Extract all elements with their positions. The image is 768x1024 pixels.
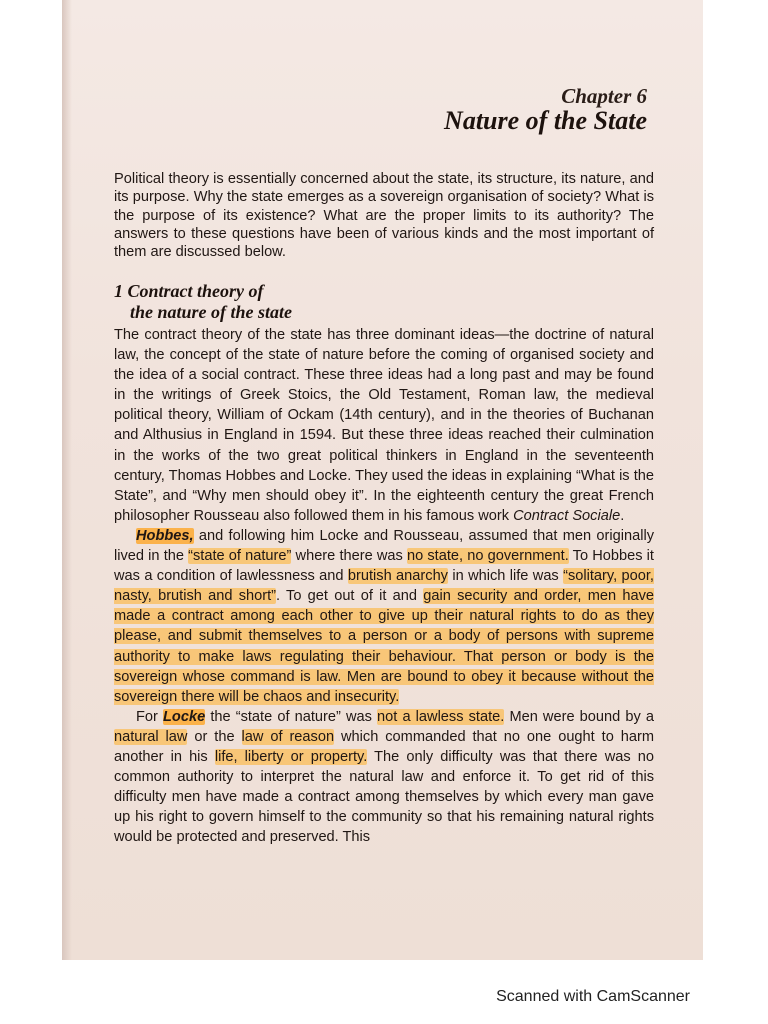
locke-name: Locke	[163, 708, 206, 725]
paragraph-hobbes	[114, 526, 654, 707]
highlight-life-liberty-property: life, liberty or property.	[214, 748, 368, 765]
para3-seg3: the	[205, 708, 236, 725]
para2-seg4: where there was	[291, 548, 407, 565]
section-heading	[114, 281, 514, 323]
para3-seg13: The only difficulty was that there was no common authority to interpret the natural law and enforce it. To get rid of this difficulty men have made a contract among themselves by which every man gave up his right to govern himself to the community so that his remaining natural rights would be protected and preserved. This	[114, 748, 654, 846]
main-body	[114, 325, 654, 847]
scanner-watermark: Scanned with CamScanner	[496, 988, 690, 1005]
para3-seg11: which commanded that no one ought to harm another in his	[114, 728, 654, 765]
para3-seg7: Men were bound by a	[504, 708, 655, 725]
para3-state-of-nature: “state of nature”	[235, 708, 341, 725]
hobbes-name: Hobbes,	[136, 527, 194, 544]
section-heading-line1: 1 Contract theory of	[114, 281, 264, 301]
intro-text: Political theory is essentially concerned about the state, its structure, its nature, and its purpose. Why the state emerges as a sovereign organisation of society? What is the purpose of its existence? What are the proper limits to its authority? The answers to these questions have been of various kinds and the most important of them are discussed below.	[114, 171, 654, 261]
intro-paragraph	[114, 170, 654, 261]
highlight-brutish-anarchy: brutish anarchy	[347, 568, 448, 585]
chapter-title: Nature of the State	[444, 106, 647, 135]
highlight-state-of-nature: “state of nature”	[188, 548, 292, 565]
chapter-label: Chapter 6	[561, 84, 647, 108]
para2-seg10: . To get out of it and	[276, 588, 424, 605]
highlight-no-state: no state, no government.	[406, 548, 569, 565]
para3-seg9: or the	[187, 728, 242, 745]
scanned-page	[62, 0, 703, 960]
para2-seg6: To Hobbes it was a condition of lawlessness and	[114, 548, 654, 585]
highlight-law-of-reason: law of reason	[241, 728, 335, 745]
paragraph-locke	[114, 707, 654, 848]
para1-end: .	[620, 507, 625, 524]
section-heading-line2: the nature of the state	[130, 302, 293, 322]
para3-seg1: For	[136, 708, 164, 725]
paragraph-contract-theory	[114, 325, 654, 526]
para1-work-title: Contract Sociale	[513, 507, 621, 524]
para3-seg5: was	[340, 708, 378, 725]
para2-seg2: and following him Locke and Rousseau, assumed that men originally lived in the	[114, 527, 654, 565]
para2-seg8: in which life was	[447, 568, 564, 585]
para1-text: The contract theory of the state has three dominant ideas—the doctrine of natural law, the concept of the state of nature before the coming of organised society and the idea of a social contract. These three ideas had a long past and may be found in the writings of Greek Stoics, the Old Testament, Roman law, the medieval political theory, William of Ockam (14th century), and in the theories of Buchanan and Althusius in England in 1594. But these three ideas reached their culmination in the works of the two great political thinkers in England in the seventeenth century, Thomas Hobbes and Locke. They used the ideas in explaining “What is the State”, and “Why men should obey it”. In the eighteenth century the great French philosopher Rousseau also followed them in his famous work	[114, 327, 654, 524]
highlight-solitary-poor: “solitary, poor, nasty, brutish and short”	[114, 568, 654, 605]
highlight-contract-passage: gain security and order, men have made a contract among each other to give up their natural rights to do as they please, and submit themselves to a person or a body of persons with supreme authority to make laws regulating their behaviour. That person or body is the sovereign whose command is law. Men are bound to obey it because without the sovereign there will be chaos and insecurity.	[114, 588, 654, 705]
highlight-natural-law: natural law	[114, 728, 188, 745]
highlight-not-lawless: not a lawless state.	[377, 708, 505, 725]
